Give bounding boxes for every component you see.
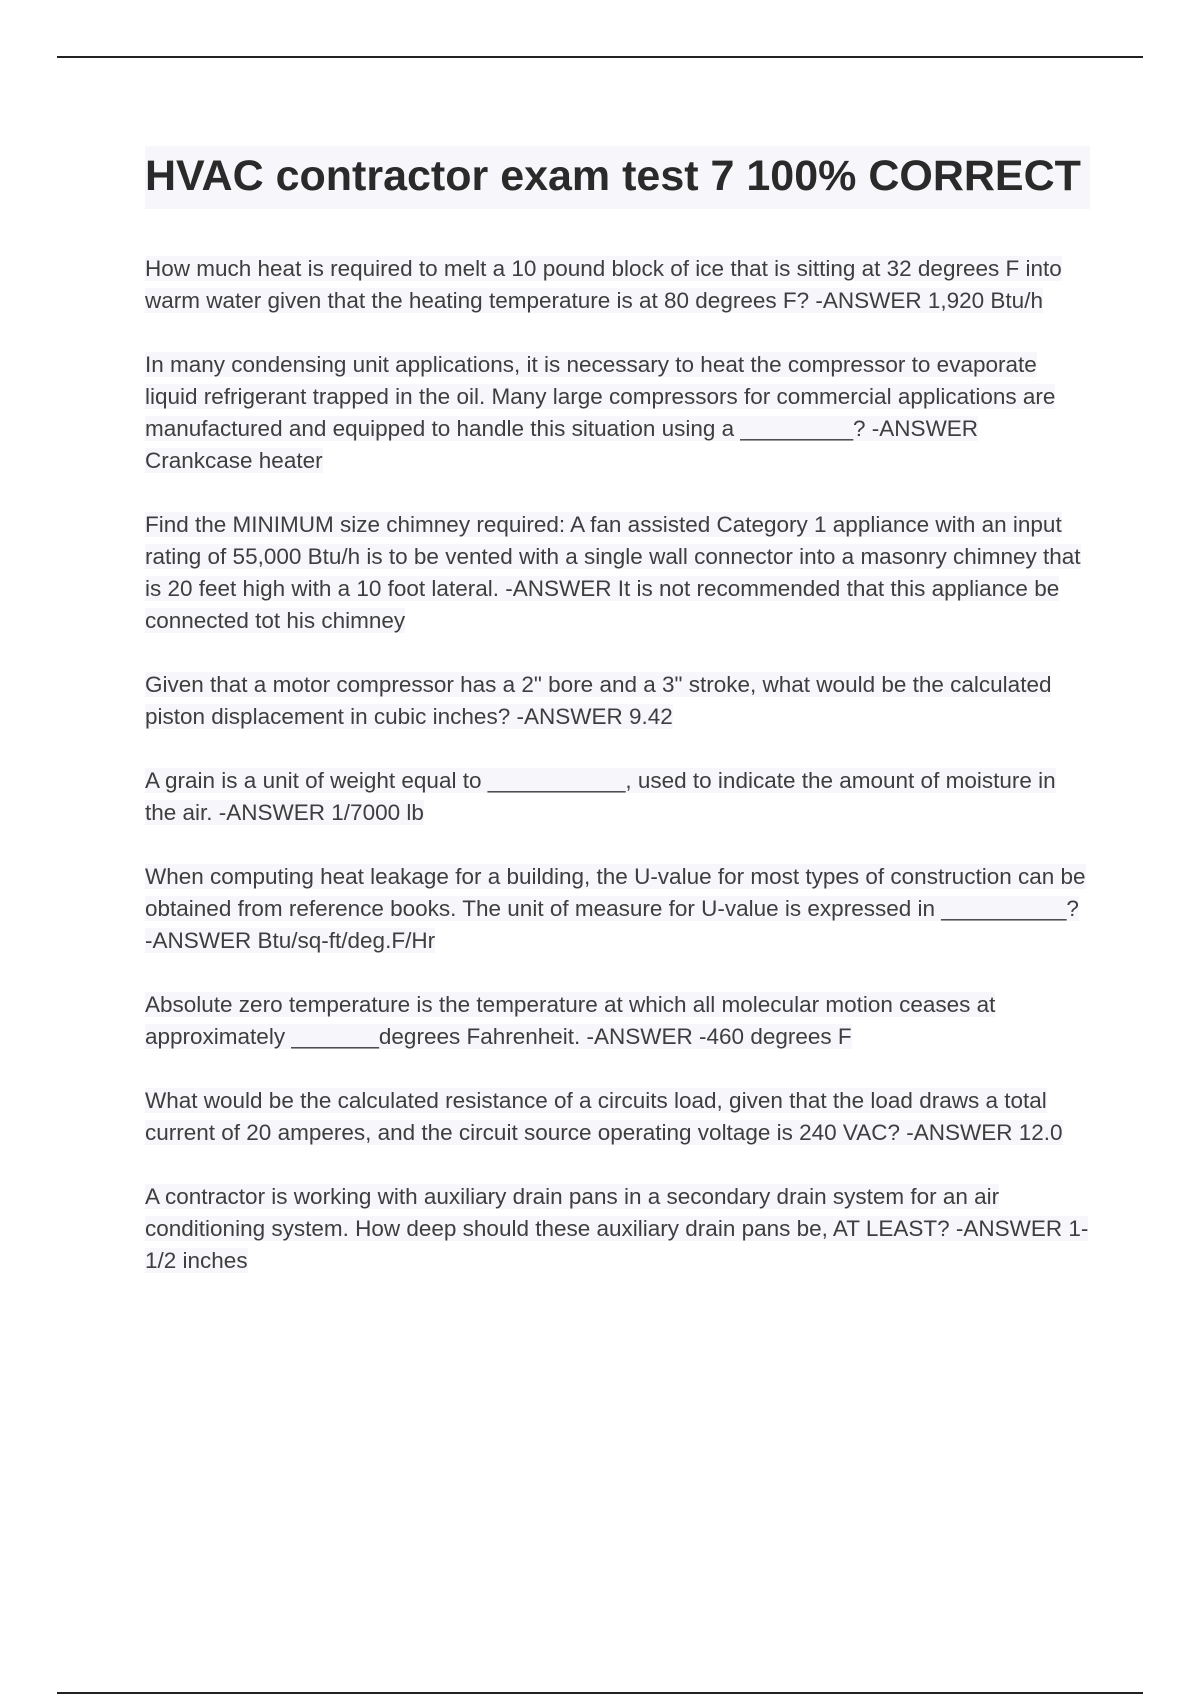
qa-item [145,509,1090,637]
qa-text: Absolute zero temperature is the temperature at which all molecular motion ceases at approximately _______degrees Fahrenheit. -ANSWER -460 degrees F [145,992,996,1049]
qa-text: Given that a motor compressor has a 2" bore and a 3" stroke, what would be the calculated piston displacement in cubic inches? -ANSWER 9.42 [145,672,1052,729]
document-title: HVAC contractor exam test 7 100% CORRECT [145,152,1081,200]
qa-item [145,861,1090,957]
footer-rule [57,1692,1143,1694]
qa-text: In many condensing unit applications, it is necessary to heat the compressor to evaporate liquid refrigerant trapped in the oil. Many large compressors for commercial applications are manufactured and equipped to handle this situation using a _________? -ANSWER Crankcase heater [145,352,1056,473]
document-body [145,146,1090,1309]
title-block [145,146,1090,209]
qa-text: A contractor is working with auxiliary drain pans in a secondary drain system for an air conditioning system. How deep should these auxiliary drain pans be, AT LEAST? -ANSWER 1-1/2 inches [145,1184,1089,1273]
qa-text: When computing heat leakage for a building, the U-value for most types of construction can be obtained from reference books. The unit of measure for U-value is expressed in __________? -ANSWER Btu/sq-ft/deg.F/Hr [145,864,1086,953]
qa-text: A grain is a unit of weight equal to ___________, used to indicate the amount of moisture in the air. -ANSWER 1/7000 lb [145,768,1056,825]
qa-text: Find the MINIMUM size chimney required: A fan assisted Category 1 appliance with an input rating of 55,000 Btu/h is to be vented with a single wall connector into a masonry chimney that is 20 feet high with a 10 foot lateral. -ANSWER It is not recommended that this appliance be connected tot his chimney [145,512,1081,633]
qa-item [145,765,1090,829]
qa-item [145,1181,1090,1277]
qa-item [145,1085,1090,1149]
header-rule [57,56,1143,58]
qa-item [145,989,1090,1053]
qa-text: How much heat is required to melt a 10 pound block of ice that is sitting at 32 degrees F into warm water given that the heating temperature is at 80 degrees F? -ANSWER 1,920 Btu/h [145,256,1062,313]
qa-item [145,349,1090,477]
qa-item [145,253,1090,317]
qa-item [145,669,1090,733]
qa-text: What would be the calculated resistance of a circuits load, given that the load draws a total current of 20 amperes, and the circuit source operating voltage is 240 VAC? -ANSWER 12.0 [145,1088,1063,1145]
